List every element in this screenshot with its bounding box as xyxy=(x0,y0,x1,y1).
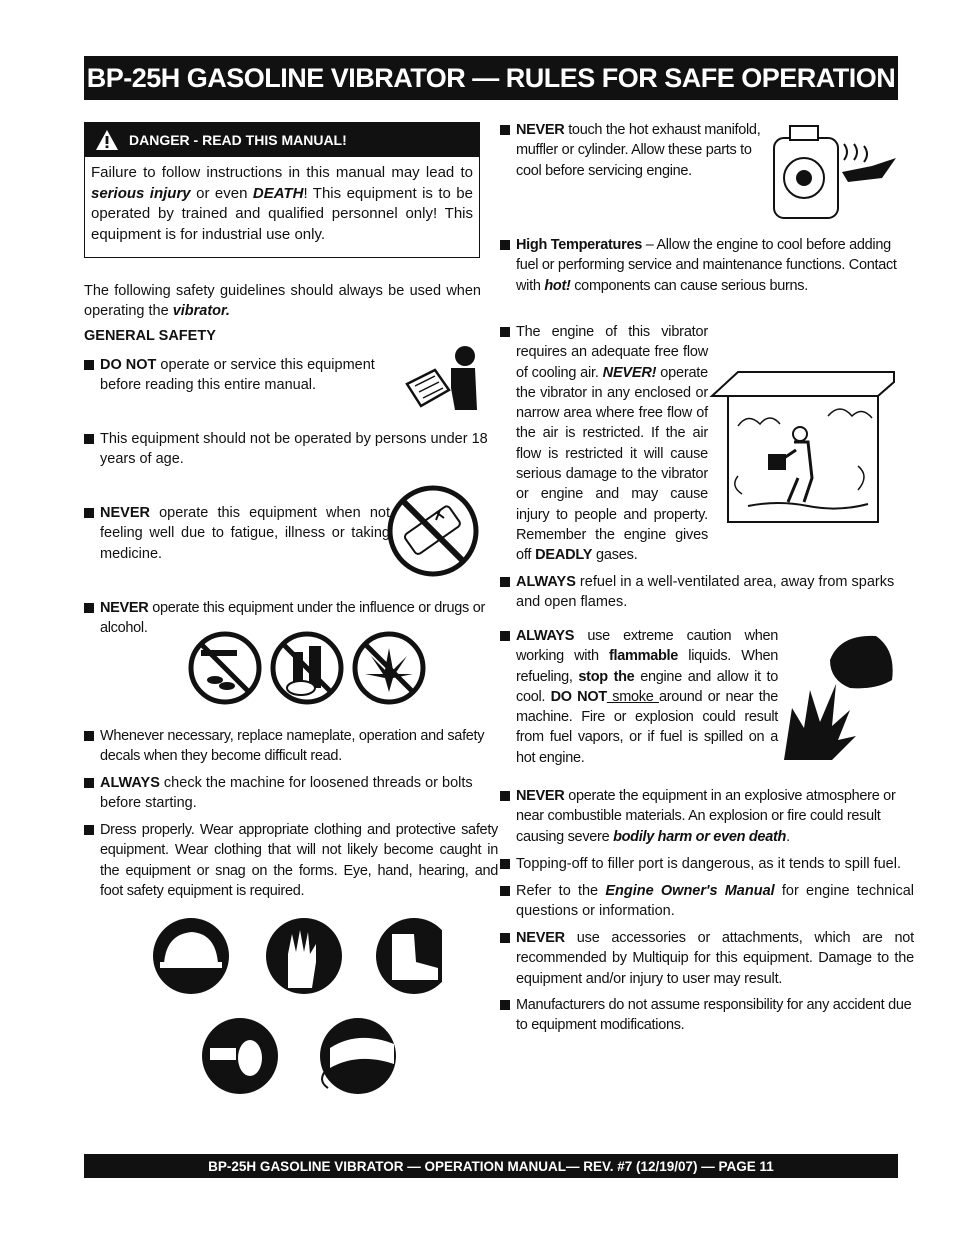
bullet-icon xyxy=(84,778,94,788)
bullet-icon xyxy=(84,508,94,518)
general-safety-heading: GENERAL SAFETY xyxy=(84,328,216,344)
list-item-age: This equipment should not be operated by persons under 18 years of age. xyxy=(84,429,498,470)
list-item-topping: Topping-off to filler port is dangerous, as it tends to spill fuel. xyxy=(500,854,914,874)
gloves-icon xyxy=(266,918,342,994)
list-item-explosive: NEVER operate the equipment in an explosive atmosphere or near combustible materials. An explosion or fire could result causing severe bodily harm or even death. xyxy=(500,786,914,847)
list-item-never-hot: NEVER touch the hot exhaust manifold, muffler or cylinder. Allow these parts to cool before servicing engine. xyxy=(500,120,778,181)
face-shield-icon xyxy=(320,1018,396,1094)
bullet-icon xyxy=(500,791,510,801)
warning-icon xyxy=(95,129,119,151)
bullet-icon xyxy=(500,631,510,641)
list-item-refuel: ALWAYS refuel in a well-ventilated area, away from sparks and open flames. xyxy=(500,572,914,613)
list-item-do-not: DO NOT operate or service this equipment before reading this entire manual. xyxy=(84,355,406,396)
list-item-dress: Dress properly. Wear appropriate clothing and protective safety equipment. Wear clothing that will not likely become caught in the equipment or snag on the forms. Eye, hand, hearing, and foot safety equipment is required. xyxy=(84,820,498,901)
safety-boot-icon xyxy=(376,918,442,994)
bullet-icon xyxy=(84,825,94,835)
page-footer: BP-25H GASOLINE VIBRATOR — OPERATION MANUAL— REV. #7 (12/19/07) — PAGE 11 xyxy=(84,1154,898,1178)
bullet-icon xyxy=(500,859,510,869)
list-item-airflow: The engine of this vibrator requires an adequate free flow of cooling air. NEVER! operate the vibrator in any enclosed or narrow area where free flow of the air is restricted. If the air flow is restricted it will cause serious damage to the vibrator or engine and may cause injury to people and property. Remember the engine gives off DEADLY gases. xyxy=(500,322,914,566)
list-item-always-check: ALWAYS check the machine for loosened threads or bolts before starting. xyxy=(84,773,498,814)
list-item-accessories: NEVER use accessories or attachments, which are not recommended by Multiquip for this equipment. Damage to the equipment and/or injury to user may result. xyxy=(500,928,914,989)
bullet-icon xyxy=(500,933,510,943)
eye-hearing-protection-icon xyxy=(202,1018,278,1094)
list-item-flammable: ALWAYS use extreme caution when working with flammable liquids. When refueling, stop the engine and allow it to cool. DO NOT smoke around or near the machine. Fire or explosion could result from fuel vapors, or if fuel is spilled on a hot engine. xyxy=(500,626,778,768)
list-item-high-temperatures: High Temperatures – Allow the engine to cool before adding fuel or performing service and maintenance functions. Contact with hot! components can cause serious burns. xyxy=(500,235,914,296)
danger-header xyxy=(85,123,479,157)
bullet-icon xyxy=(84,360,94,370)
no-marijuana-icon xyxy=(355,634,423,702)
bullet-icon xyxy=(84,603,94,613)
bullet-icon xyxy=(500,1000,510,1010)
ppe-icons xyxy=(152,918,442,1096)
bullet-icon xyxy=(500,240,510,250)
enclosed-area-worker-icon xyxy=(708,366,898,526)
list-item-manufacturers: Manufacturers do not assume responsibility for any accident due to equipment modifications. xyxy=(500,995,914,1036)
page-title: BP-25H GASOLINE VIBRATOR — RULES FOR SAFE OPERATION xyxy=(84,56,898,100)
danger-box xyxy=(84,122,480,258)
no-drugs-alcohol-icons xyxy=(187,630,427,706)
no-alcohol-icon xyxy=(273,634,341,702)
danger-text: Failure to follow instructions in this manual may lead to serious injury or even DEATH! This equipment is to be operated by trained and qualified personnel only! This equipment is for industrial use only. xyxy=(91,164,473,243)
reading-manual-icon xyxy=(405,344,481,412)
list-item-never-drugs: NEVER operate this equipment under the influence or drugs or alcohol. xyxy=(84,598,498,639)
hard-hat-icon xyxy=(153,918,229,994)
list-item-decals: Whenever necessary, replace nameplate, operation and safety decals when they become difficult read. xyxy=(84,726,498,767)
explosion-icon xyxy=(780,630,896,760)
bullet-icon xyxy=(84,434,94,444)
no-drugs-icon xyxy=(191,634,259,702)
bullet-icon xyxy=(500,886,510,896)
list-item-never-fatigue: NEVER operate this equipment when not feeling well due to fatigue, illness or taking medicine. xyxy=(84,503,390,564)
no-medicine-icon xyxy=(386,484,480,578)
list-item-refer: Refer to the Engine Owner's Manual for engine technical questions or information. xyxy=(500,881,914,922)
bullet-icon xyxy=(500,577,510,587)
bullet-icon xyxy=(84,731,94,741)
bullet-icon xyxy=(500,327,510,337)
engine-hot-hand-icon xyxy=(768,120,898,224)
danger-heading: DANGER - READ THIS MANUAL! xyxy=(129,132,347,148)
intro-text: The following safety guidelines should always be used when operating the vibrator. xyxy=(84,283,481,320)
bullet-icon xyxy=(500,125,510,135)
